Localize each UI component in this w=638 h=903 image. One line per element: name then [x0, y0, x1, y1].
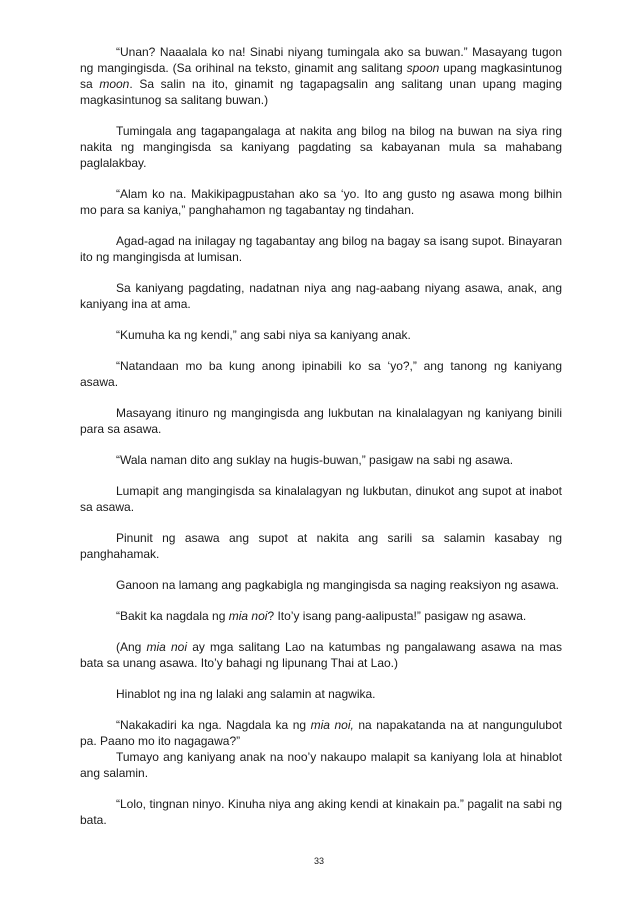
- paragraph: Pinunit ng asawa ang supot at nakita ang sarili sa salamin kasabay ng panghahamak.: [80, 531, 562, 561]
- paragraph: Sa kaniyang pagdating, nadatnan niya ang nag-aabang niyang asawa, anak, ang kaniyang ina at ama.: [80, 281, 562, 311]
- paragraph: Ganoon na lamang ang pagkabigla ng mangingisda sa naging reaksiyon ng asawa.: [116, 578, 559, 592]
- page-number: 33: [313, 856, 324, 866]
- paragraph: Lumapit ang mangingisda sa kinalalagyan ng lukbutan, dinukot ang supot at inabot sa asawa.: [80, 484, 562, 514]
- document-page: [80, 44, 562, 828]
- paragraph: Hinablot ng ina ng lalaki ang salamin at nagwika.: [116, 687, 376, 701]
- paragraph: (Ang mia noi ay mga salitang Lao na katumbas ng pangalawang asawa na mas bata sa unang asawa. Ito’y bahagi ng lipunang Thai at Lao.): [80, 640, 562, 670]
- paragraph: “Nakakadiri ka nga. Nagdala ka ng mia noi, na napakatanda na at nangungulubot pa. Paano mo ito nagagawa?”: [80, 718, 562, 748]
- paragraph: Tumingala ang tagapangalaga at nakita ang bilog na bilog na buwan na siya ring nakita ng mangingisda sa kaniyang pagdating sa kabayanan mula sa mahabang paglalakbay.: [80, 124, 562, 170]
- paragraph: “Unan? Naaalala ko na! Sinabi niyang tumingala ako sa buwan.” Masayang tugon ng mangingisda. (Sa orihinal na teksto, ginamit ang salitang spoon upang magkasintunog sa moon. Sa salin na ito, ginamit ng tagapagsalin ang salitang unan upang maging magkasintunog sa salitang buwan.): [80, 45, 562, 107]
- paragraph: “Lolo, tingnan ninyo. Kinuha niya ang aking kendi at kinakain pa.” pagalit na sabi ng bata.: [80, 797, 562, 827]
- paragraph: “Kumuha ka ng kendi,” ang sabi niya sa kaniyang anak.: [116, 328, 411, 342]
- paragraph: “Alam ko na. Makikipagpustahan ako sa ‘yo. Ito ang gusto ng asawa mong bilhin mo para sa kaniya,” panghahamon ng tagabantay ng tindahan.: [80, 187, 562, 217]
- paragraph: “Wala naman dito ang suklay na hugis-buwan,” pasigaw na sabi ng asawa.: [116, 453, 514, 467]
- paragraph: “Natandaan mo ba kung anong ipinabili ko sa ‘yo?,” ang tanong ng kaniyang asawa.: [80, 359, 562, 389]
- paragraph: Tumayo ang kaniyang anak na noo’y nakaupo malapit sa kaniyang lola at hinablot ang salamin.: [80, 750, 562, 780]
- paragraph: Masayang itinuro ng mangingisda ang lukbutan na kinalalagyan ng kaniyang binili para sa asawa.: [80, 406, 562, 436]
- paragraph: “Bakit ka nagdala ng mia noi? Ito’y isang pang-aalipusta!” pasigaw ng asawa.: [116, 609, 527, 623]
- paragraph: Agad-agad na inilagay ng tagabantay ang bilog na bagay sa isang supot. Binayaran ito ng mangingisda at lumisan.: [80, 234, 562, 264]
